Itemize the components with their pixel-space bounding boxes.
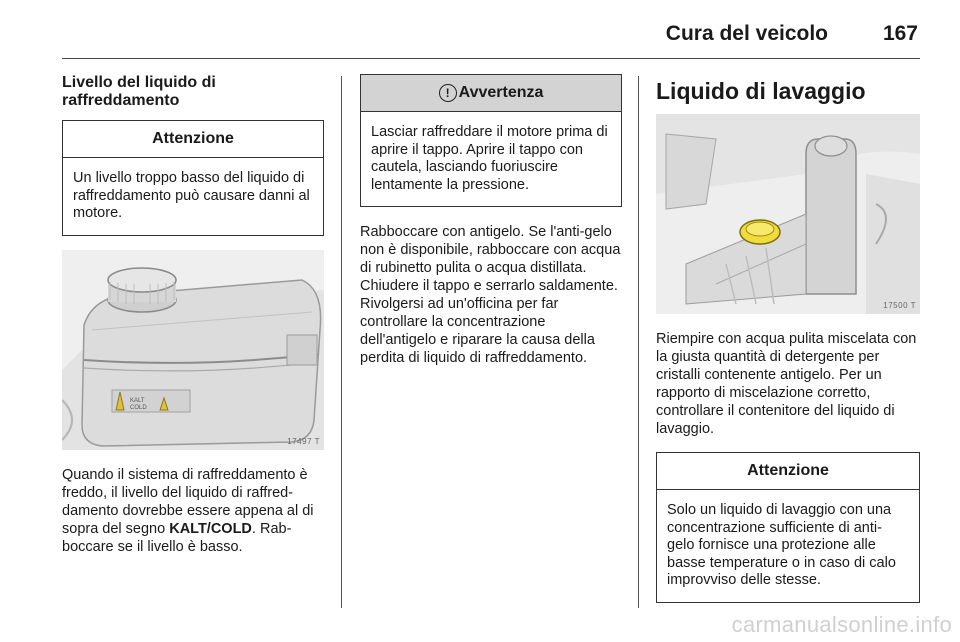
coolant-level-paragraph: Quando il sistema di raffreddamento è freddo, il livello del liquido di raffred-damento dovrebbe essere appena al di sopra del segno KALT/COLD. Rab-boccare se il livello è basso. [62, 466, 314, 555]
section-title: Cura del veicolo [665, 22, 828, 45]
column-divider [341, 76, 342, 608]
warning-text: Lasciar raffreddare il motore prima di aprire il tappo. Aprire il tappo con cautela, lasciando fuoriuscire lentamente la pressione. [371, 124, 608, 193]
page-number: 167 [882, 22, 918, 45]
column-2 [360, 74, 622, 367]
column-3 [656, 78, 920, 603]
page-header [62, 14, 920, 59]
washer-fluid-paragraph: Riempire con acqua pulita miscelata con la giusta quantità di detergente per cristalli contenente antigelo. Per un rapporto di miscelazione corretto, controllare il contenitore del liquido di lavaggio. [656, 331, 917, 437]
refill-paragraph: Rabboccare con antigelo. Se l'anti-gelo non è disponibile, rabboccare con acqua di rubinetto pulita o acqua distillata. Chiudere il tappo e serrarlo saldamente. Rivolgersi ad un'officina per far controllare la concentrazione dell'antigelo e riparare la causa della perdita di liquido di raffreddamento. [360, 224, 621, 366]
svg-text:COLD: COLD [130, 404, 147, 411]
attention-text: Solo un liquido di lavaggio con una concentrazione sufficiente di anti-gelo fornisce una protezione alle basse temperature o in caso di calo improvviso delle stesse. [667, 502, 896, 588]
svg-text:KALT: KALT [130, 397, 145, 404]
washer-reservoir-illustration [656, 114, 920, 314]
figure-code: 17497 T [287, 436, 320, 446]
warning-icon: ! [439, 84, 457, 102]
washer-fluid-figure [656, 114, 920, 314]
attention-text: Un livello troppo basso del liquido di raffreddamento può causare danni al motore. [73, 170, 310, 221]
column-divider [638, 76, 639, 608]
warning-header [361, 75, 621, 112]
warning-box [360, 74, 622, 207]
attention-title: Attenzione [63, 121, 323, 158]
warning-title: Avvertenza [458, 84, 544, 101]
coolant-heading: Livello del liquido di raffreddamento [62, 74, 216, 109]
coolant-reservoir-illustration [62, 250, 324, 450]
attention-box-washer [656, 452, 920, 603]
column-1 [62, 74, 324, 556]
watermark-brand: carmanualsonline.info [731, 612, 952, 637]
attention-title: Attenzione [657, 453, 919, 490]
kalt-cold-mark: KALT/COLD [169, 520, 252, 537]
washer-fluid-heading: Liquido di lavaggio [656, 78, 866, 104]
attention-box-coolant [62, 120, 324, 236]
figure-code: 17500 T [883, 301, 916, 310]
coolant-reservoir-figure [62, 250, 324, 450]
